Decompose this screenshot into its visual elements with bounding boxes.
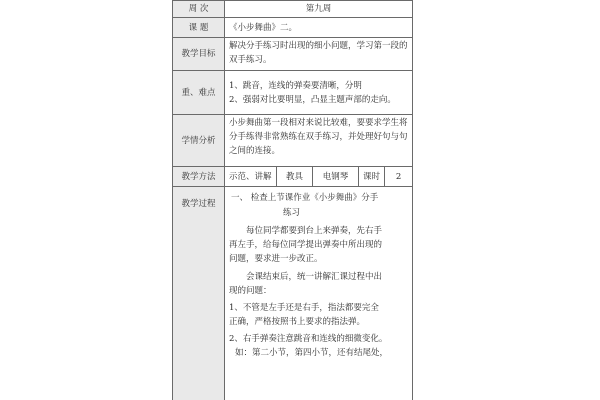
process-line: 2、右手弹奏注意跳音和连线的细微变化。 — [229, 334, 388, 344]
process-line: 每位同学都要到台上来弹奏，先右手 — [246, 226, 383, 236]
process-line: 会课结束后，统一讲解汇课过程中出 — [246, 272, 383, 282]
key-line: 2、强弱对比要明显，凸显主题声部的走向。 — [229, 94, 396, 105]
aids-value: 电钢琴 — [313, 167, 359, 187]
topic-value: 《小步舞曲》二。 — [225, 18, 413, 38]
topic-label: 课 题 — [173, 18, 225, 38]
hours-label: 课时 — [359, 167, 385, 187]
method-label: 教学方法 — [173, 167, 225, 187]
lesson-plan-table — [172, 0, 413, 400]
row-week — [173, 1, 413, 18]
analysis-line: 之间的连接。 — [229, 146, 281, 156]
row-process — [173, 187, 413, 400]
row-method — [173, 167, 413, 187]
aids-label: 教具 — [277, 167, 313, 187]
process-line: 再左手，给每位同学提出弹奏中所出现的 — [229, 240, 383, 250]
goal-value — [225, 38, 413, 71]
analysis-line: 分手练得非常熟练在双手练习，并处理好句与句 — [229, 132, 408, 142]
row-analysis — [173, 115, 413, 167]
key-value — [225, 71, 413, 115]
analysis-label: 学情分析 — [173, 115, 225, 167]
key-label: 重、难点 — [173, 71, 225, 115]
row-key — [173, 71, 413, 115]
process-line: 1、不管是左手还是右手，指法都要完全 — [229, 303, 379, 313]
process-label: 教学过程 — [173, 187, 225, 400]
analysis-value — [225, 115, 413, 167]
row-topic — [173, 18, 413, 38]
key-line: 1、跳音，连线的弹奏要清晰，分明 — [229, 80, 362, 91]
week-label: 周 次 — [173, 1, 225, 18]
goal-label: 教学目标 — [173, 38, 225, 71]
process-value — [225, 187, 413, 400]
analysis-line: 小步舞曲第一段相对来说比较难，要要求学生将 — [229, 118, 408, 128]
week-value: 第九周 — [225, 1, 413, 18]
process-line: 问题，要求进一步改正。 — [229, 254, 323, 264]
process-line: 如：第二小节，第四小节，还有结尾处， — [235, 348, 389, 358]
process-line: 一、 检查上节课作业《小步舞曲》分手 — [231, 193, 379, 203]
row-goal — [173, 38, 413, 71]
method-value: 示范、讲解 — [225, 167, 277, 187]
process-line: 现的问题： — [229, 286, 272, 296]
goal-line: 双手练习。 — [229, 55, 272, 65]
hours-value: 2 — [385, 167, 413, 187]
process-line: 正确，严格按照书上要求的指法弹。 — [229, 317, 366, 327]
process-line: 练习 — [283, 208, 301, 218]
goal-line: 解决分手练习时出现的细小问题，学习第一段的 — [229, 41, 408, 51]
